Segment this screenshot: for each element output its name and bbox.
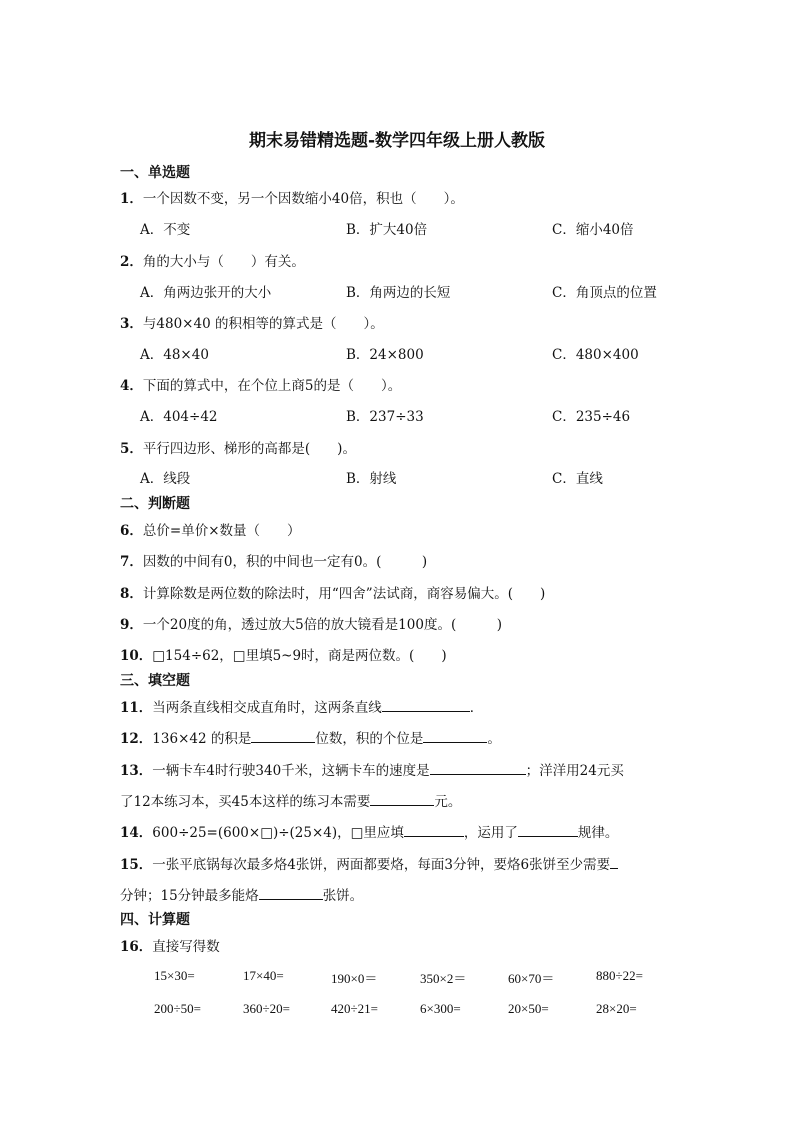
section-heading-calculation: 四、计算题	[120, 912, 190, 928]
question-number: 2．	[120, 254, 143, 270]
question-text: 。	[487, 731, 501, 747]
option-a: A．404÷42	[140, 409, 218, 425]
option-c: C．角顶点的位置	[552, 285, 657, 301]
option-b: B．24×800	[346, 347, 424, 363]
question-number: 10．	[120, 648, 153, 664]
question-text: 规律。	[577, 825, 619, 841]
question-text: 元。	[434, 794, 462, 810]
question-text: 计算除数是两位数的除法时，用“四舍”法试商，商容易偏大。( )	[142, 586, 546, 602]
question-text: 了12本练习本，买45本这样的练习本需要	[120, 794, 371, 810]
question-number: 16．	[120, 939, 153, 955]
answer-blank[interactable]	[404, 822, 464, 837]
question-text: 一个因数不变，另一个因数缩小40倍，积也（ ）。	[142, 191, 464, 207]
question-1	[120, 187, 464, 207]
question-16	[120, 935, 220, 955]
question-5	[120, 437, 356, 457]
question-number: 3．	[120, 316, 143, 332]
option-a: A．不变	[140, 222, 191, 238]
question-text: ，运用了	[463, 825, 518, 841]
question-7	[120, 550, 427, 570]
question-15-line-1	[120, 853, 618, 873]
question-number: 9．	[120, 617, 143, 633]
page-title: 期末易错精选题-数学四年级上册人教版	[248, 131, 546, 151]
question-text: 位数，积的个位是	[315, 731, 424, 747]
question-3	[120, 312, 384, 332]
answer-blank[interactable]	[370, 791, 434, 806]
question-text: ．	[469, 700, 484, 716]
question-text: 分钟；15分钟最多能烙	[120, 888, 259, 904]
calc-item: 15×30=	[154, 968, 195, 983]
question-text: 张饼。	[322, 888, 364, 904]
calc-item: 20×50=	[508, 1001, 549, 1016]
section-heading-fill-in: 三、填空题	[120, 673, 190, 689]
option-a: A．角两边张开的大小	[140, 285, 272, 301]
option-a: A．线段	[140, 471, 191, 487]
question-number: 7．	[120, 554, 143, 570]
answer-blank[interactable]	[518, 822, 578, 837]
question-number: 11．	[120, 700, 153, 716]
question-text: 一辆卡车4时行驶340千米，这辆卡车的速度是	[152, 763, 430, 779]
calc-item: 880÷22=	[596, 968, 643, 983]
calc-item: 6×300=	[420, 1001, 461, 1016]
question-text: 一个20度的角，透过放大5倍的放大镜看是100度。( )	[142, 617, 502, 633]
calc-item: 420÷21=	[331, 1001, 378, 1016]
answer-blank[interactable]	[259, 885, 323, 900]
question-12	[120, 727, 501, 747]
question-number: 6．	[120, 523, 143, 539]
section-heading-true-false: 二、判断题	[120, 496, 190, 512]
question-text: 600÷25=(600×□)÷(25×4)，□里应填	[152, 825, 404, 841]
question-text: 136×42 的积是	[152, 731, 252, 747]
question-14	[120, 821, 618, 841]
question-number: 1．	[120, 191, 143, 207]
question-number: 5．	[120, 441, 143, 457]
calc-item: 190×0＝	[331, 971, 378, 986]
question-13-line-2	[120, 790, 461, 810]
calc-item: 200÷50=	[154, 1001, 201, 1016]
question-number: 15．	[120, 857, 153, 873]
question-text: 角的大小与（ ）有关。	[142, 254, 305, 270]
option-b: B．扩大40倍	[346, 222, 428, 238]
question-text: 当两条直线相交成直角时，这两条直线	[152, 700, 382, 716]
section-heading-single-choice: 一、单选题	[120, 165, 190, 181]
question-number: 14．	[120, 825, 153, 841]
question-number: 12．	[120, 731, 153, 747]
question-text: 下面的算式中，在个位上商5的是（ ）。	[142, 378, 402, 394]
option-b: B．237÷33	[346, 409, 424, 425]
option-a: A．48×40	[140, 347, 209, 363]
question-text: 直接写得数	[152, 939, 220, 955]
option-c: C．235÷46	[552, 409, 631, 425]
answer-blank[interactable]	[423, 728, 487, 743]
question-number: 13．	[120, 763, 153, 779]
answer-blank[interactable]	[382, 697, 470, 712]
question-9	[120, 613, 502, 633]
question-text: 与480×40 的积相等的算式是（ ）。	[142, 316, 384, 332]
calc-item: 60×70＝	[508, 971, 555, 986]
answer-blank[interactable]	[251, 728, 315, 743]
question-text: ；洋洋用24元买	[525, 763, 624, 779]
option-b: B．角两边的长短	[346, 285, 451, 301]
answer-blank[interactable]	[610, 854, 618, 869]
answer-blank[interactable]	[430, 760, 526, 775]
question-number: 8．	[120, 586, 143, 602]
option-c: C．直线	[552, 471, 603, 487]
question-13-line-1	[120, 759, 624, 779]
option-c: C．缩小40倍	[552, 222, 634, 238]
calc-item: 360÷20=	[243, 1001, 290, 1016]
question-4	[120, 374, 401, 394]
question-15-line-2	[120, 884, 363, 904]
question-text: 平行四边形、梯形的高都是( )。	[142, 441, 356, 457]
calc-item: 350×2＝	[420, 971, 467, 986]
option-c: C．480×400	[552, 347, 639, 363]
question-11	[120, 696, 483, 716]
question-text: 总价=单价×数量（ ）	[142, 523, 301, 539]
question-text: 一张平底锅每次最多烙4张饼，两面都要烙，每面3分钟，要烙6张饼至少需要	[152, 857, 611, 873]
calc-item: 17×40=	[243, 968, 284, 983]
calc-item: 28×20=	[596, 1001, 637, 1016]
question-6	[120, 519, 301, 539]
question-text: 因数的中间有0，积的中间也一定有0。( )	[142, 554, 428, 570]
question-text: □154÷62，□里填5~9时，商是两位数。( )	[152, 648, 447, 664]
question-2	[120, 250, 305, 270]
question-number: 4．	[120, 378, 143, 394]
question-8	[120, 582, 545, 602]
question-10	[120, 644, 447, 664]
option-b: B．射线	[346, 471, 397, 487]
